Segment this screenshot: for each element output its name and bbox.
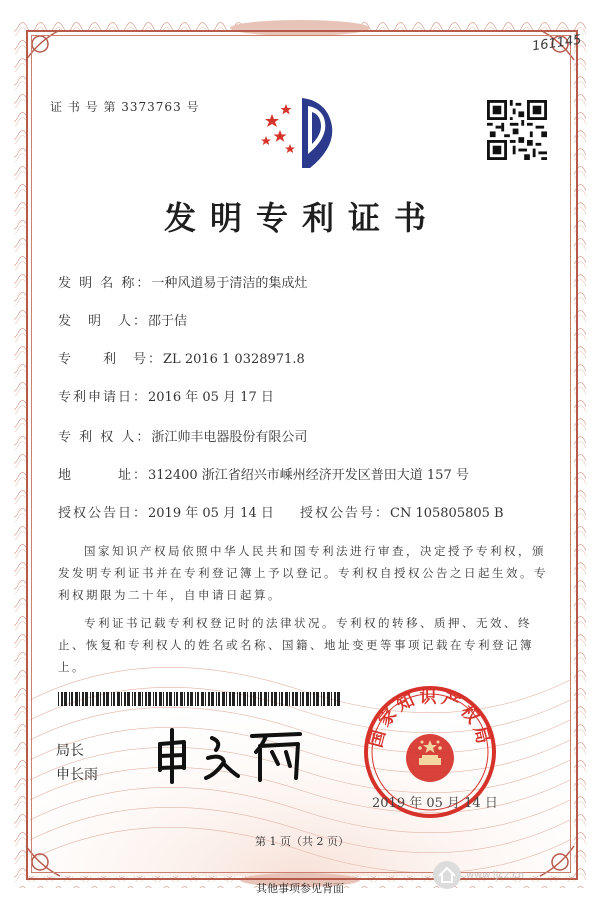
inventor-value: 邵于佶 (148, 314, 188, 329)
grant-date-value: 2019 年 05 月 14 日 (148, 506, 274, 521)
legal-status-paragraph: 专利证书记载专利权登记时的法律状况。专利权的转移、质押、无效、终止、恢复和专利权人的姓名或名称、国籍、地址变更等事项记载在专利登记簿上。 (58, 616, 534, 674)
house-logo-icon (432, 860, 462, 890)
footer-note: 其他事项参见背面 (256, 882, 344, 895)
field-grant-date (58, 502, 274, 521)
seal-date: 2019 年 05 月 14 日 (372, 796, 498, 811)
field-patentee (58, 426, 307, 445)
barcode-icon (58, 692, 340, 706)
address-label: 地 址： (58, 468, 149, 483)
field-patent-number (58, 348, 305, 367)
field-inventor (58, 310, 187, 329)
inventor-label: 发 明 人： (58, 314, 149, 329)
watermark-text: www.ljcz.cn (466, 870, 525, 881)
application-date-label: 专利申请日： (58, 390, 149, 405)
field-address (58, 464, 469, 483)
patentee-value: 浙江帅丰电器股份有限公司 (151, 430, 308, 445)
grant-statement-paragraph: 国家知识产权局依照中华人民共和国专利法进行审查，决定授予专利权，颁发发明专利证书并在专利登记簿上予以登记。专利权自授权公告之日起生效。专利权期限为二十年，自申请日起算。 (58, 544, 548, 602)
certificate-title: 发明专利证书 (163, 199, 440, 237)
handwritten-number: 161145 (531, 32, 583, 55)
field-grant-number (300, 502, 504, 521)
field-application-date (58, 386, 274, 405)
director-signature (150, 724, 320, 786)
site-watermark (432, 858, 572, 892)
patentee-label: 专 利 权 人： (58, 430, 152, 445)
application-date-value: 2016 年 05 月 17 日 (148, 390, 274, 405)
address-value: 312400 浙江省绍兴市嵊州经济开发区普田大道 157 号 (148, 468, 469, 483)
grant-number-value: CN 105805805 B (390, 506, 504, 521)
field-invention-name (58, 272, 307, 291)
cnipa-logo-icon (250, 92, 350, 172)
director-title: 局长 (56, 743, 84, 759)
patent-number-value: ZL 2016 1 0328971.8 (163, 352, 305, 367)
invention-name-label: 发 明 名 称： (58, 276, 152, 291)
certificate-number: 证 书 号 第 3373763 号 (50, 100, 200, 114)
patent-number-label: 专 利 号： (58, 352, 164, 367)
director-name: 申长雨 (56, 767, 98, 783)
grant-number-label: 授权公告号： (300, 506, 391, 521)
page-info: 第 1 页（共 2 页） (255, 835, 349, 848)
seal-text: 国家知识产权局 (366, 687, 494, 750)
grant-date-label: 授权公告日： (58, 506, 149, 521)
qr-code-icon (487, 100, 547, 160)
invention-name-value: 一种风道易于清洁的集成灶 (151, 276, 308, 291)
